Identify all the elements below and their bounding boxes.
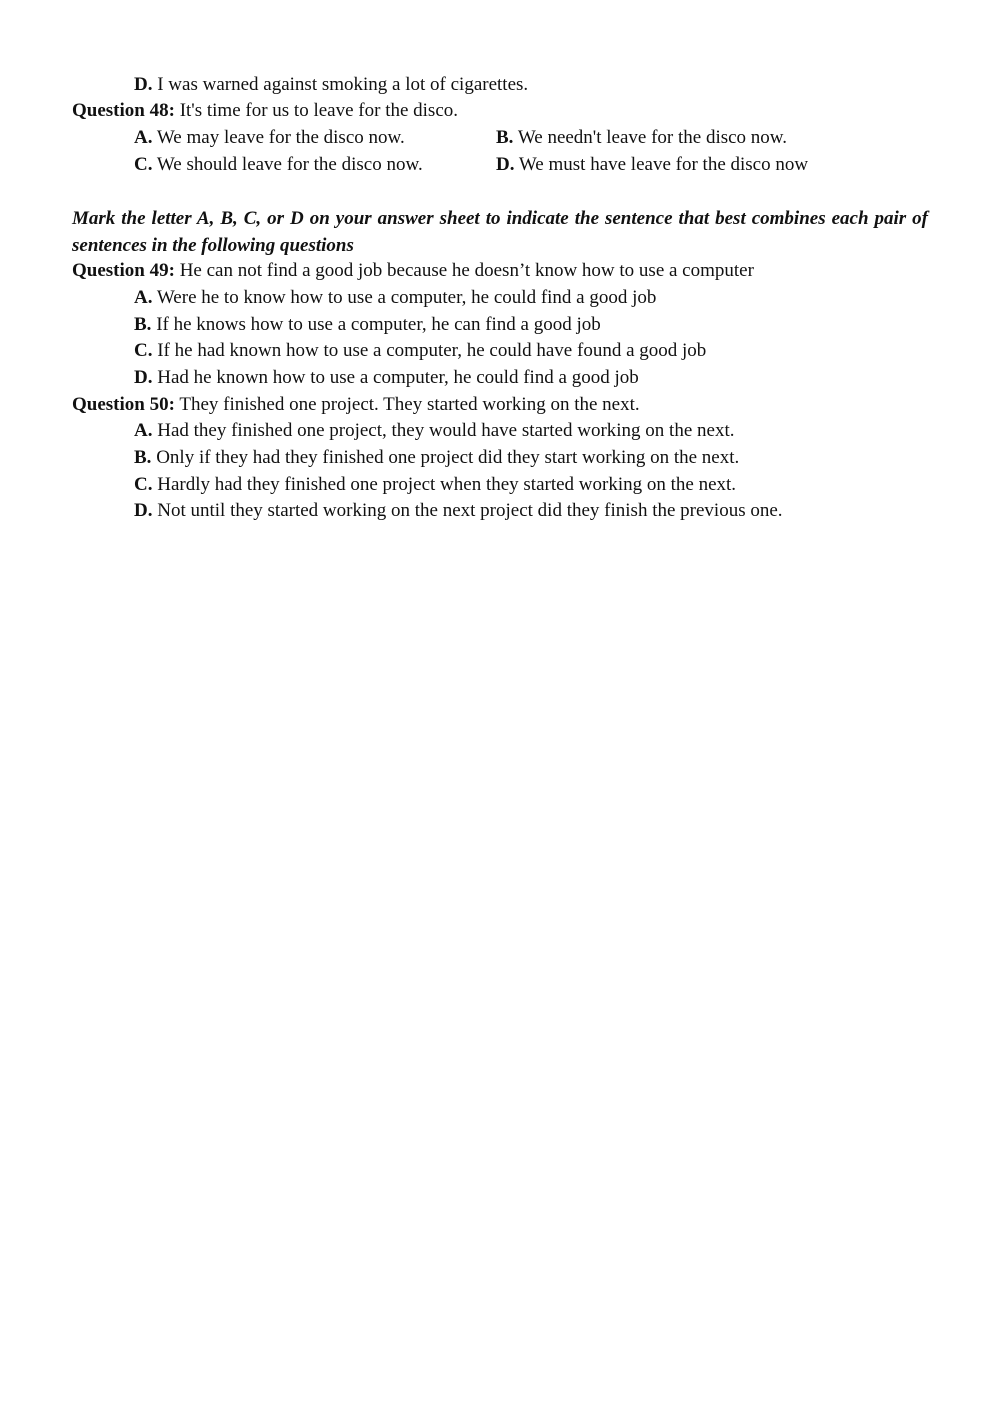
q50-option-b — [134, 447, 739, 469]
question-label: Question 50: — [72, 394, 175, 415]
option-text: Not until they started working on the next project did they finish the previous one. — [152, 500, 783, 521]
option-text: If he had known how to use a computer, he could have found a good job — [152, 340, 707, 361]
q47-option-d — [134, 74, 528, 96]
option-letter: B. — [496, 127, 514, 148]
question-stem: He can not find a good job because he doesn’t know how to use a computer — [174, 260, 754, 281]
question-label: Question 48: — [72, 100, 175, 121]
option-text: I was warned against smoking a lot of cigarettes. — [152, 74, 529, 95]
option-letter: C. — [134, 340, 153, 361]
q48-option-d — [496, 154, 808, 176]
question-stem: It's time for us to leave for the disco. — [174, 100, 459, 121]
q48-stem — [72, 100, 458, 122]
option-text: We should leave for the disco now. — [152, 154, 423, 175]
q48-option-a — [134, 127, 405, 149]
option-letter: C. — [134, 154, 153, 175]
q50-option-a — [134, 420, 734, 442]
option-letter: D. — [134, 74, 153, 95]
option-text: We must have leave for the disco now — [514, 154, 809, 175]
option-letter: A. — [134, 127, 153, 148]
q49-stem — [72, 260, 754, 282]
q49-option-b — [134, 314, 601, 336]
option-text: Had they finished one project, they would have started working on the next. — [152, 420, 735, 441]
option-text: If he knows how to use a computer, he can find a good job — [151, 314, 601, 335]
option-letter: A. — [134, 287, 153, 308]
q50-stem — [72, 394, 640, 416]
option-letter: C. — [134, 474, 153, 495]
q50-option-d — [134, 500, 783, 522]
option-text: We may leave for the disco now. — [152, 127, 405, 148]
option-letter: D. — [134, 367, 153, 388]
q48-option-b — [496, 127, 787, 149]
option-letter: D. — [134, 500, 153, 521]
option-text: Were he to know how to use a computer, he could find a good job — [152, 287, 657, 308]
option-letter: B. — [134, 314, 152, 335]
option-text: Had he known how to use a computer, he could find a good job — [152, 367, 639, 388]
option-text: We needn't leave for the disco now. — [513, 127, 788, 148]
question-stem: They finished one project. They started working on the next. — [174, 394, 640, 415]
question-label: Question 49: — [72, 260, 175, 281]
option-letter: D. — [496, 154, 515, 175]
option-text: Only if they had they finished one project did they start working on the next. — [151, 447, 740, 468]
section-instruction: Mark the letter A, B, C, or D on your answer sheet to indicate the sentence that best combines each pair of sentences in the following questions — [72, 208, 928, 256]
q49-option-d — [134, 367, 639, 389]
option-letter: A. — [134, 420, 153, 441]
q48-option-c — [134, 154, 423, 176]
option-letter: B. — [134, 447, 152, 468]
q49-option-c — [134, 340, 706, 362]
option-text: Hardly had they finished one project when they started working on the next. — [152, 474, 737, 495]
q49-option-a — [134, 287, 656, 309]
q50-option-c — [134, 474, 736, 496]
